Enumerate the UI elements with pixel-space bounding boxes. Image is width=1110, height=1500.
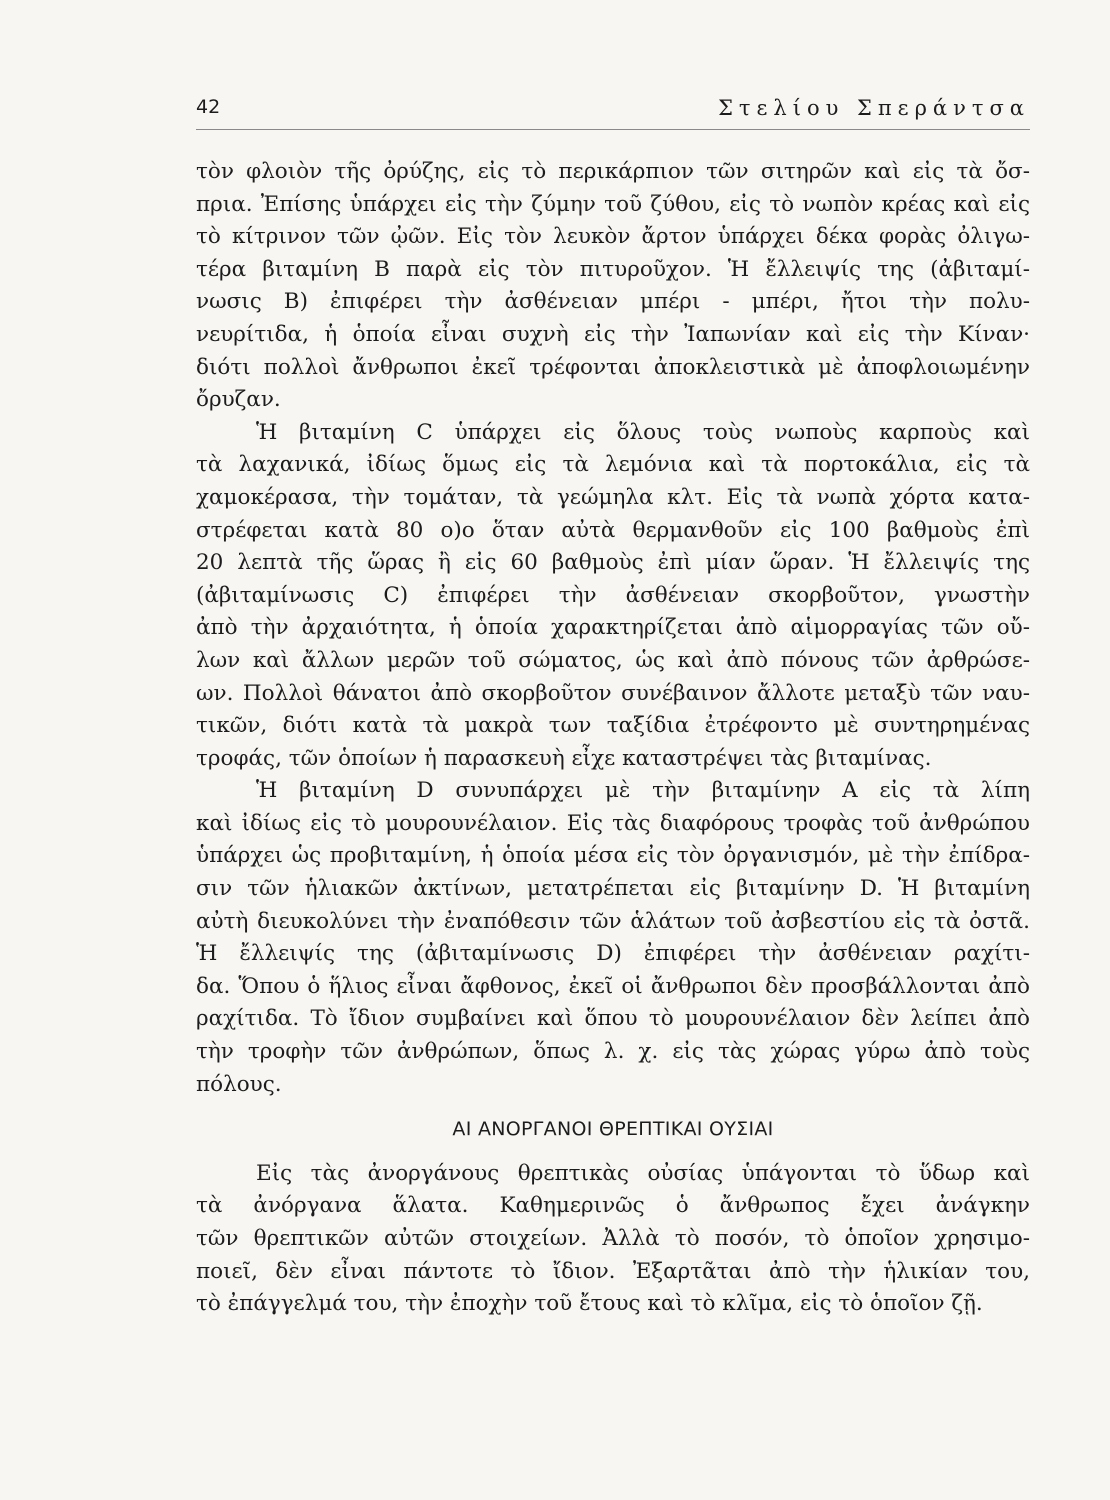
header-rule: [196, 129, 1030, 130]
text-line: τέρα βιταμίνη B παρὰ εἰς τὸν πιτυροῦχον. Ἡ ἔλλειψίς της (ἀβιταμί-: [196, 256, 1030, 282]
text-line: Ἡ βιταμίνη D συνυπάρχει μὲ τὴν βιταμίνην A εἰς τὰ λίπη: [256, 778, 1030, 804]
text-line: τὴν τροφὴν τῶν ἀνθρώπων, ὅπως λ. χ. εἰς τὰς χώρας γύρω ἀπὸ τοὺς: [196, 1039, 1030, 1065]
text-line: ὄρυζαν.: [196, 387, 281, 413]
text-line: λων καὶ ἄλλων μερῶν τοῦ σώματος, ὡς καὶ ἀπὸ πόνους τῶν ἀρθρώσε-: [196, 647, 1030, 673]
final-paragraph: [196, 1158, 1030, 1321]
text-line: τὰ ἀνόργανα ἅλατα. Καθημερινῶς ὁ ἄνθρωπος ἔχει ἀνάγκην: [196, 1193, 1030, 1219]
text-line: ων. Πολλοὶ θάνατοι ἀπὸ σκορβοῦτον συνέβαινον ἄλλοτε μεταξὺ τῶν ναυ-: [196, 680, 1030, 706]
text-line: τικῶν, διότι κατὰ τὰ μακρὰ των ταξίδια ἐτρέφοντο μὲ συντηρημένας: [196, 713, 1030, 739]
page-header: [196, 96, 1030, 124]
text-line: πόλους.: [196, 1071, 282, 1097]
text-line: (ἀβιταμίνωσις C) ἐπιφέρει τὴν ἀσθένειαν σκορβοῦτον, γνωστὴν: [196, 582, 1030, 608]
text-line: τῶν θρεπτικῶν αὐτῶν στοιχείων. Ἀλλὰ τὸ ποσόν, τὸ ὁποῖον χρησιμο-: [196, 1226, 1030, 1251]
text-line: Ἡ βιταμίνη C ὑπάρχει εἰς ὅλους τοὺς νωποὺς καρποὺς καὶ: [256, 419, 1030, 445]
page-number: 42: [196, 96, 221, 118]
text-line: δα. Ὅπου ὁ ἥλιος εἶναι ἄφθονος, ἐκεῖ οἱ ἄνθρωποι δὲν προσβάλλονται ἀπὸ: [196, 973, 1030, 999]
page-body: [196, 156, 1030, 1321]
text-line: διότι πολλοὶ ἄνθρωποι ἐκεῖ τρέφονται ἀποκλειστικὰ μὲ ἀποφλοιωμένην: [196, 354, 1030, 380]
text-line: ἀπὸ τὴν ἀρχαιότητα, ἡ ὁποία χαρακτηρίζεται ἀπὸ αἱμορραγίας τῶν οὔ-: [196, 615, 1030, 641]
text-line: νευρίτιδα, ἡ ὁποία εἶναι συχνὴ εἰς τὴν Ἰαπωνίαν καὶ εἰς τὴν Κίναν·: [196, 321, 1030, 347]
text-line: Εἰς τὰς ἀνοργάνους θρεπτικὰς οὐσίας ὑπάγονται τὸ ὕδωρ καὶ: [256, 1160, 1030, 1186]
text-line: τροφάς, τῶν ὁποίων ἡ παρασκευὴ εἶχε καταστρέψει τὰς βιταμίνας.: [196, 745, 932, 771]
text-line: τὸ κίτρινον τῶν ᾠῶν. Εἰς τὸν λευκὸν ἄρτον ὑπάρχει δέκα φορὰς ὀλιγω-: [196, 224, 1030, 250]
text-line: ραχίτιδα. Τὸ ἴδιον συμβαίνει καὶ ὅπου τὸ μουρουνέλαιον δὲν λείπει ἀπὸ: [196, 1006, 1030, 1032]
text-line: χαμοκέρασα, τὴν τομάταν, τὰ γεώμηλα κλτ. Εἰς τὰ νωπὰ χόρτα κατα-: [196, 484, 1030, 510]
text-line: τὸ ἐπάγγελμά του, τὴν ἐποχὴν τοῦ ἔτους καὶ τὸ κλῖμα, εἰς τὸ ὁποῖον ζῇ.: [196, 1291, 983, 1317]
text-line: καὶ ἰδίως εἰς τὸ μουρουνέλαιον. Εἰς τὰς διαφόρους τροφὰς τοῦ ἀνθρώπου: [196, 810, 1030, 836]
text-line: νωσις B) ἐπιφέρει τὴν ἀσθένειαν μπέρι - μπέρι, ἤτοι τὴν πολυ-: [196, 289, 1030, 315]
paragraph: [196, 775, 1030, 1101]
paragraphs: [196, 156, 1030, 1101]
text-line: 20 λεπτὰ τῆς ὥρας ἢ εἰς 60 βαθμοὺς ἐπὶ μίαν ὥραν. Ἡ ἔλλειψίς της: [196, 550, 1030, 576]
paragraph: [196, 417, 1030, 776]
text-line: αὐτὴ διευκολύνει τὴν ἐναπόθεσιν τῶν ἁλάτων τοῦ ἀσβεστίου εἰς τὰ ὀστᾶ.: [196, 908, 1030, 934]
paragraph: [196, 156, 1030, 417]
text-line: τὸν φλοιὸν τῆς ὀρύζης, εἰς τὸ περικάρπιον τῶν σιτηρῶν καὶ εἰς τὰ ὄσ-: [196, 159, 1030, 184]
running-head: Στελίου Σπεράντσα: [718, 96, 1030, 120]
text-line: ὑπάρχει ὡς προβιταμίνη, ἡ ὁποία μέσα εἰς τὸν ὀργανισμόν, μὲ τὴν ἐπίδρα-: [196, 843, 1030, 869]
text-line: στρέφεται κατὰ 80 ο)ο ὅταν αὐτὰ θερμανθοῦν εἰς 100 βαθμοὺς ἐπὶ: [196, 517, 1030, 543]
section-title: ΑΙ ΑΝΟΡΓΑΝΟΙ ΘΡΕΠΤΙΚΑΙ ΟΥΣΙΑΙ: [452, 1118, 774, 1141]
text-line: πρια. Ἐπίσης ὑπάρχει εἰς τὴν ζύμην τοῦ ζύθου, εἰς τὸ νωπὸν κρέας καὶ εἰς: [196, 191, 1030, 217]
text-line: τὰ λαχανικά, ἰδίως ὅμως εἰς τὰ λεμόνια καὶ τὰ πορτοκάλια, εἰς τὰ: [196, 452, 1030, 478]
text-line: Ἡ ἔλλειψίς της (ἀβιταμίνωσις D) ἐπιφέρει τὴν ἀσθένειαν ραχίτι-: [196, 941, 1030, 967]
text-line: σιν τῶν ἡλιακῶν ἀκτίνων, μετατρέπεται εἰς βιταμίνην D. Ἡ βιταμίνη: [196, 876, 1030, 902]
text-line: ποιεῖ, δὲν εἶναι πάντοτε τὸ ἴδιον. Ἐξαρτᾶται ἀπὸ τὴν ἡλικίαν του,: [196, 1258, 1030, 1284]
paragraph: [196, 1158, 1030, 1321]
